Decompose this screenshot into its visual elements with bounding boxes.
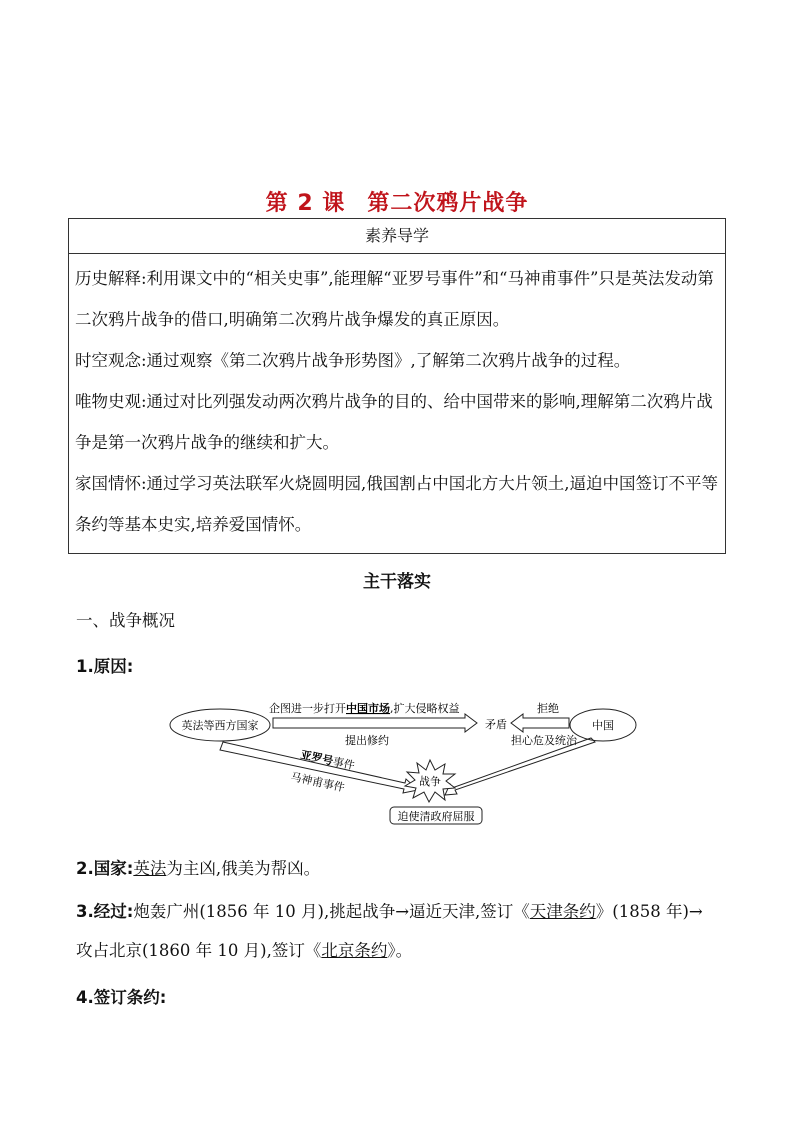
process-line-1 <box>76 898 703 922</box>
demand-text: 企图进一步打开中国市场,扩大侵略权益 <box>269 702 460 715</box>
worry-text: 担心危及统治 <box>511 734 577 747</box>
process-label: 3.经过: <box>76 902 134 921</box>
process-text-4: 》。 <box>387 941 413 960</box>
arrow-incident-text: 亚罗号事件 <box>299 748 356 773</box>
treaty-beijing: 北京条约 <box>321 941 388 960</box>
father-incident-text: 马神甫事件 <box>289 770 346 795</box>
cause-label: 1.原因: <box>76 657 134 676</box>
treaty-tianjin: 天津条约 <box>529 902 596 921</box>
refuse-text: 拒绝 <box>537 702 559 715</box>
guide-paragraph: 时空观念:通过观察《第二次鸦片战争形势图》,了解第二次鸦片战争的过程。 <box>75 351 631 370</box>
process-text-3: 攻占北京(1860 年 10 月),签订《 <box>76 941 322 960</box>
countries-text: 为主凶, <box>166 859 222 878</box>
subsection-heading: 一、战争概况 <box>76 611 175 630</box>
countries-label: 2.国家: <box>76 859 134 878</box>
guide-paragraph: 唯物史观:通过对比列强发动两次鸦片战争的目的、给中国带来的影响,理解第二次鸦片战争是第一次鸦片战争的继续和扩大。 <box>75 392 713 452</box>
lesson-title <box>0 186 794 217</box>
process-text-2: 》(1858 年)→ <box>595 902 703 921</box>
literacy-guide-box <box>68 218 726 554</box>
countries-line <box>76 855 320 879</box>
right-node-label: 中国 <box>592 719 614 732</box>
countries-text-2: 俄美为帮凶。 <box>221 859 321 878</box>
result-label: 迫使清政府屈服 <box>397 810 475 823</box>
guide-paragraph: 家国情怀:通过学习英法联军火烧圆明园,俄国割占中国北方大片领土,逼迫中国签订不平等条约等基本史实,培养爱国情怀。 <box>75 474 719 534</box>
guide-paragraph: 历史解释:利用课文中的“相关史事”,能理解“亚罗号事件”和“马神甫事件”只是英法发动第二次鸦片战争的借口,明确第二次鸦片战争爆发的真正原因。 <box>75 269 714 329</box>
guide-heading: 素养导学 <box>69 219 725 254</box>
treaty-label: 4.签订条约: <box>76 988 167 1007</box>
refuse-arrow <box>511 714 569 732</box>
process-text: 炮轰广州(1856 年 10 月),挑起战争→逼近天津,签订《 <box>133 902 530 921</box>
lesson-number: 第 2 课 <box>265 191 346 216</box>
war-label: 战争 <box>419 775 441 788</box>
lesson-name: 第二次鸦片战争 <box>367 191 529 216</box>
conflict-label: 矛盾 <box>485 718 507 731</box>
cause-diagram <box>165 690 645 830</box>
process-line-2 <box>76 937 412 961</box>
demand-arrow <box>273 714 477 732</box>
countries-main: 英法 <box>133 859 167 878</box>
revise-text: 提出修约 <box>345 734 389 747</box>
left-node-label: 英法等西方国家 <box>181 719 259 732</box>
section-heading: 主干落实 <box>363 572 431 592</box>
